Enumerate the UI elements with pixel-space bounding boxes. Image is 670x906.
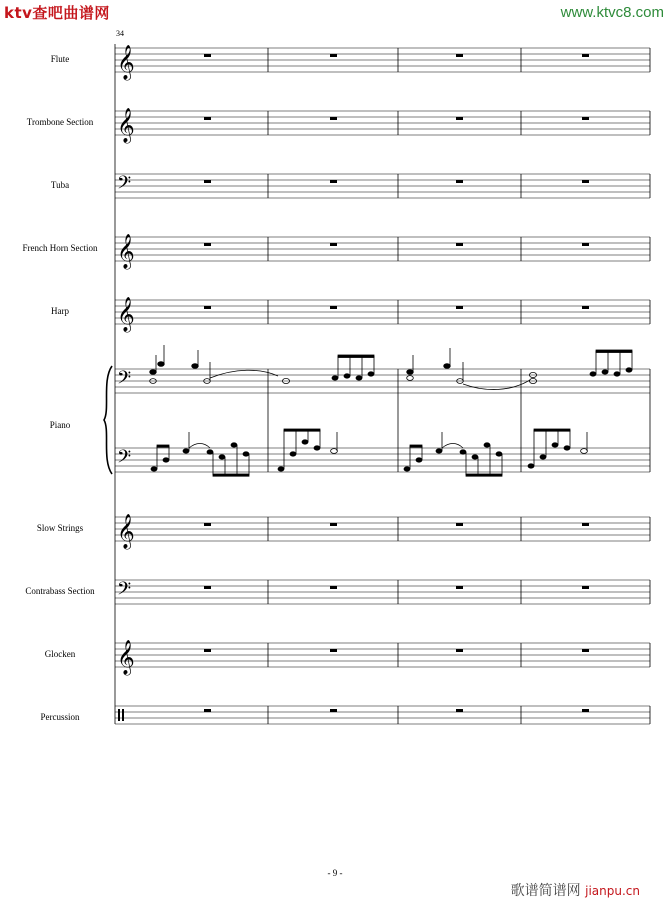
instrument-label-slow-strings: Slow Strings	[36, 523, 84, 533]
instrument-label-contrabass: Contrabass Section	[25, 586, 95, 596]
page-number: - 9 -	[327, 868, 343, 878]
treble-clef-icon: 𝄞	[117, 108, 135, 143]
watermark-top-left: ktv查吧曲谱网	[4, 4, 110, 22]
piano-upper-notes	[150, 345, 632, 390]
instrument-label-flute: Flute	[50, 54, 70, 64]
treble-clef-icon: 𝄞	[117, 234, 135, 269]
instrument-label-piano: Piano	[49, 420, 71, 430]
measure-number: 34	[116, 29, 124, 38]
watermark-bottom	[511, 880, 640, 900]
treble-clef-icon: 𝄞	[117, 45, 135, 80]
treble-clef-icon: 𝄞	[117, 514, 135, 549]
percussion-clef-icon	[118, 709, 124, 721]
bass-clef-icon: 𝄢	[117, 447, 132, 472]
instrument-label-trombone: Trombone Section	[26, 117, 94, 127]
instrument-label-french-horn: French Horn Section	[22, 243, 98, 253]
instrument-label-glocken: Glocken	[44, 649, 76, 659]
piano-lower-notes	[151, 429, 587, 476]
watermark-bottom-url: jianpu.cn	[585, 884, 640, 898]
instrument-label-percussion: Percussion	[40, 712, 80, 722]
watermark-top-right: www.ktvc8.com	[560, 4, 664, 21]
bass-clef-icon: 𝄢	[117, 368, 132, 393]
bass-clef-icon: 𝄢	[117, 173, 132, 198]
instrument-label-tuba: Tuba	[50, 180, 70, 190]
bass-clef-icon: 𝄢	[117, 579, 132, 604]
treble-clef-icon: 𝄞	[117, 640, 135, 675]
treble-clef-icon: 𝄞	[117, 297, 135, 332]
piano-brace	[104, 366, 112, 474]
instrument-label-harp: Harp	[51, 306, 69, 316]
watermark-bottom-text: 歌谱简谱网	[510, 883, 581, 899]
